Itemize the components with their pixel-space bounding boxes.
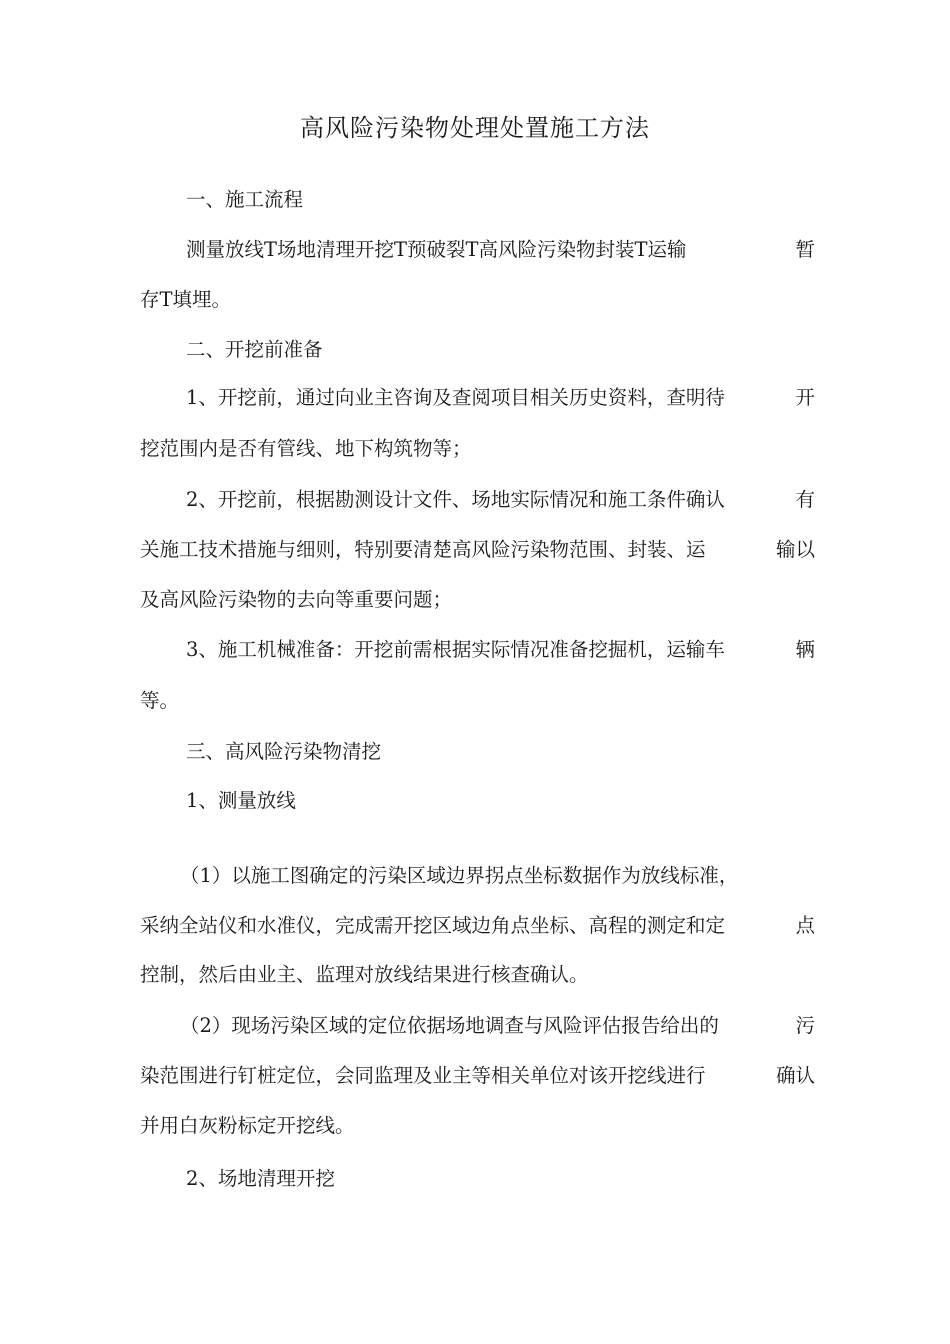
paragraph-line: 测量放线T场地清理开挖T预破裂T高风险污染物封装T运输 暂 <box>186 238 815 261</box>
paragraph-line: 并用白灰粉标定开挖线。 <box>140 1114 355 1137</box>
section-heading-1: 一、施工流程 <box>186 188 304 211</box>
paragraph-line: 关施工技术措施与细则，特别要清楚高风险污染物范围、封装、运 输以 <box>140 538 815 561</box>
document-title: 高风险污染物处理处置施工方法 <box>300 114 650 142</box>
paragraph-line: （1）以施工图确定的污染区域边界拐点坐标数据作为放线标准， <box>180 864 739 887</box>
paragraph-line: 1、开挖前，通过向业主咨询及查阅项目相关历史资料，查明待 开 <box>186 386 815 409</box>
paragraph-line: 染范围进行钉桩定位，会同监理及业主等相关单位对该开挖线进行 确认 <box>140 1064 815 1087</box>
subsection-heading: 2、场地清理开挖 <box>186 1167 335 1190</box>
paragraph-line: 3、施工机械准备：开挖前需根据实际情况准备挖掘机，运输车 辆 <box>186 638 815 661</box>
section-heading-3: 三、高风险污染物清挖 <box>186 740 382 763</box>
subsection-heading: 1、测量放线 <box>186 789 296 812</box>
paragraph-line: 采纳全站仪和水准仪，完成需开挖区域边角点坐标、高程的测定和定 点 <box>140 914 815 937</box>
paragraph-line: 控制，然后由业主、监理对放线结果进行核查确认。 <box>140 963 589 986</box>
paragraph-line: 及高风险污染物的去向等重要问题； <box>140 588 453 611</box>
paragraph-line: 等。 <box>140 689 180 712</box>
paragraph-line: 存T填埋。 <box>140 288 232 311</box>
section-heading-2: 二、开挖前准备 <box>186 338 323 361</box>
paragraph-line: （2）现场污染区域的定位依据场地调查与风险评估报告给出的 污 <box>180 1014 815 1037</box>
paragraph-line: 2、开挖前，根据勘测设计文件、场地实际情况和施工条件确认 有 <box>186 488 815 511</box>
paragraph-line: 挖范围内是否有管线、地下构筑物等； <box>140 437 472 460</box>
